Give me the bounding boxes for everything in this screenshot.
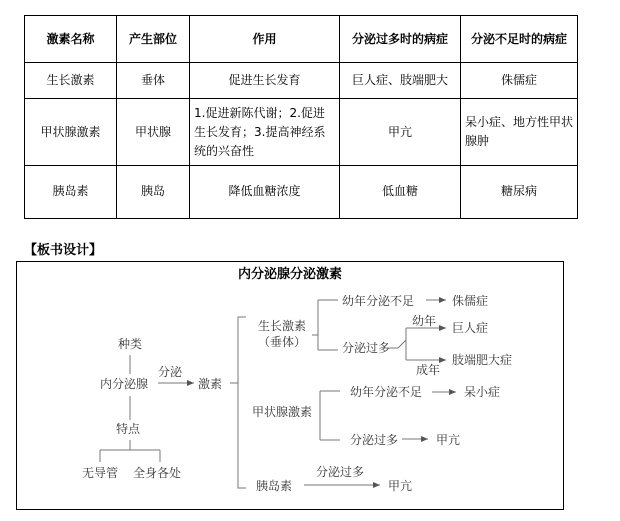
label-insulin: 胰岛素 [256, 479, 293, 493]
label-features: 特点 [116, 422, 141, 436]
header-source: 产生部位 [117, 16, 190, 63]
cell-name: 生长激素 [25, 63, 117, 99]
label-oversecretion-thyroid: 分泌过多 [350, 433, 399, 447]
label-everywhere: 全身各处 [133, 466, 182, 480]
cell-function: 降低血糖浓度 [190, 165, 340, 218]
label-pituitary: （垂体） [258, 335, 307, 349]
label-growth-hormone: 生长激素 [258, 319, 307, 333]
cell-source: 胰岛 [117, 165, 190, 218]
header-deficiency: 分泌不足时的病症 [461, 16, 578, 63]
cell-source: 甲状腺 [117, 99, 190, 165]
cell-name: 甲状腺激素 [25, 99, 117, 165]
cell-source: 垂体 [117, 63, 190, 99]
cell-deficiency: 糖尿病 [461, 165, 578, 218]
cell-excess: 低血糖 [340, 165, 461, 218]
label-insulin-disease: 甲亢 [388, 479, 413, 493]
main-bracket [230, 317, 246, 488]
label-kinds: 种类 [118, 337, 143, 351]
label-childhood: 幼年 [412, 314, 437, 328]
cell-deficiency: 呆小症、地方性甲状腺肿 [461, 99, 578, 165]
cell-function: 1.促进新陈代谢；2.促进生长发育；3.提高神经系统的兴奋性 [190, 99, 340, 165]
label-oversecretion: 分泌过多 [342, 341, 391, 355]
cell-deficiency: 侏儒症 [461, 63, 578, 99]
label-cretinism: 呆小症 [464, 385, 501, 399]
label-hormone: 激素 [198, 377, 223, 391]
label-no-duct: 无导管 [82, 466, 119, 480]
label-oversecretion-insulin: 分泌过多 [316, 465, 365, 479]
section-title: 【板书设计】 [24, 243, 103, 258]
label-child-deficient: 幼年分泌不足 [342, 294, 415, 308]
label-acromegaly: 肢端肥大症 [452, 353, 513, 367]
header-hormone-name: 激素名称 [25, 16, 117, 63]
label-gland: 内分泌腺 [100, 377, 149, 391]
label-secrete: 分泌 [158, 365, 183, 379]
cell-function: 促进生长发育 [190, 63, 340, 99]
cell-name: 胰岛素 [25, 165, 117, 218]
label-hyperthyroid: 甲亢 [436, 433, 461, 447]
label-gigantism: 巨人症 [452, 321, 489, 335]
board-title: 内分泌腺分泌激素 [237, 267, 342, 282]
cell-excess: 甲亢 [340, 99, 461, 165]
thyroid-bracket [320, 391, 340, 440]
label-adulthood: 成年 [416, 363, 441, 377]
features-bracket [100, 440, 160, 462]
growth-bracket [312, 300, 338, 350]
header-excess: 分泌过多时的病症 [340, 16, 461, 63]
label-dwarfism: 侏儒症 [452, 294, 489, 308]
cell-excess: 巨人症、肢端肥大 [340, 63, 461, 99]
header-function: 作用 [190, 16, 340, 63]
label-child-deficient-thyroid: 幼年分泌不足 [350, 385, 423, 399]
label-thyroid-hormone: 甲状腺激素 [252, 405, 313, 419]
